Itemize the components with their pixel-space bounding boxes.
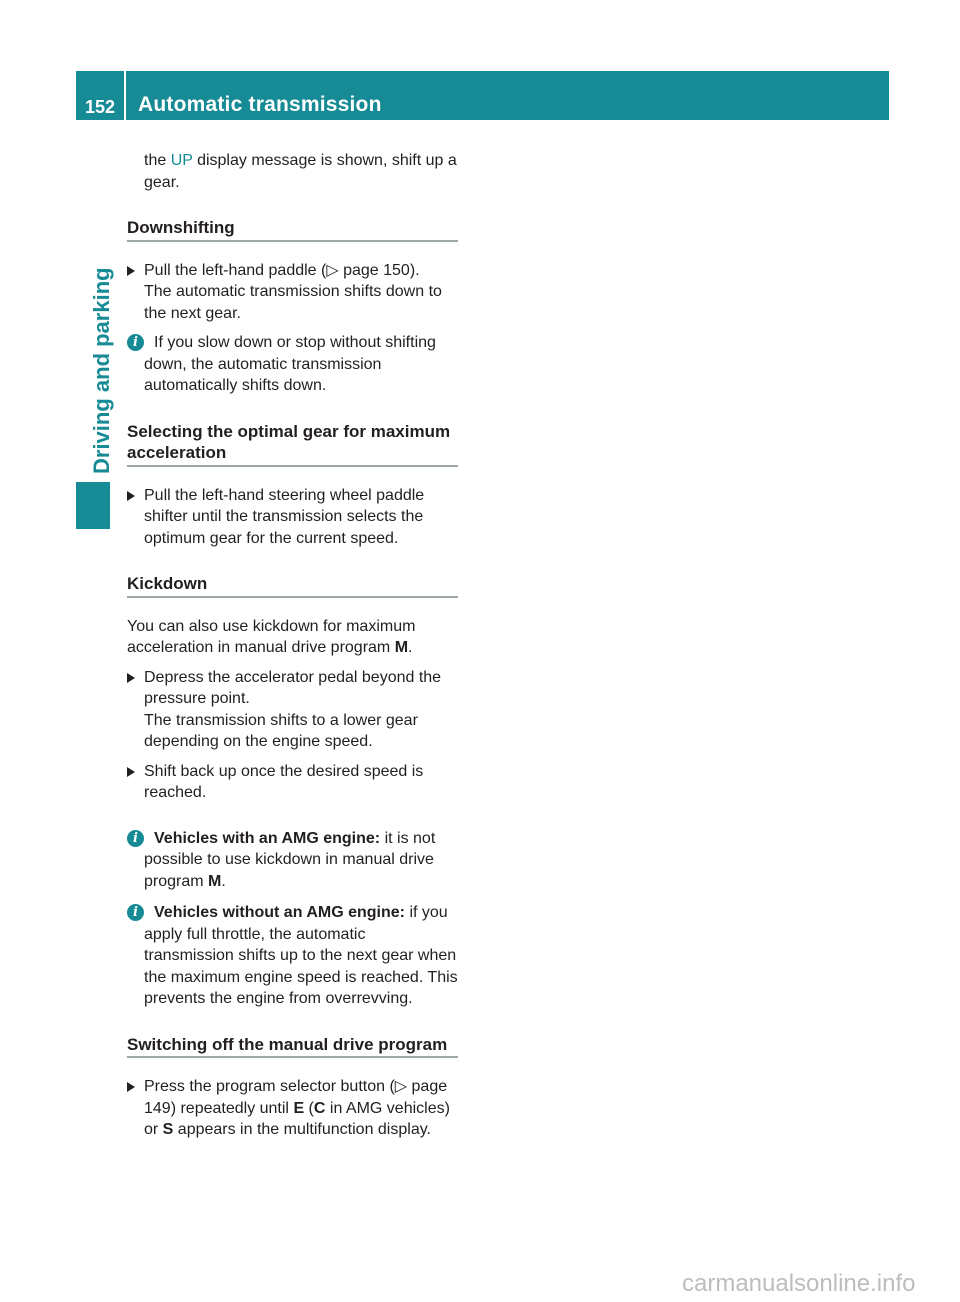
info-note: i Vehicles with an AMG engine: it is not possible to use kickdown in manual drive program M. xyxy=(127,828,458,893)
info-icon: i xyxy=(127,830,144,847)
step-arrow-icon xyxy=(127,673,135,683)
kickdown-intro: You can also use kickdown for maximum acceleration in manual drive program M. xyxy=(127,617,416,656)
chapter-title: Automatic transmission xyxy=(138,93,382,116)
page-number: 152 xyxy=(76,71,126,120)
step-item: Shift back up once the desired speed is reached. xyxy=(127,761,458,804)
info-icon: i xyxy=(127,904,144,921)
heading-kickdown: Kickdown xyxy=(127,573,458,598)
step-item: Depress the accelerator pedal beyond the pressure point. The transmission shifts to a lower gear depending on the engine speed. xyxy=(127,667,458,753)
info-note: i Vehicles without an AMG engine: if you apply full throttle, the automatic transmission shifts up to the next gear when the maximum engine speed is reached. This prevents the engine from overrevving. xyxy=(127,902,458,1010)
step-item: Pull the left-hand steering wheel paddle shifter until the transmission selects the optimum gear for the current speed. xyxy=(127,485,458,550)
info-icon: i xyxy=(127,334,144,351)
watermark: carmanualsonline.info xyxy=(682,1270,916,1297)
page-header xyxy=(76,71,889,120)
step-arrow-icon xyxy=(127,767,135,777)
step-item: Press the program selector button (▷ page 149) repeatedly until E (C in AMG vehicles) or S appears in the multifunction display. xyxy=(127,1076,458,1141)
page-content xyxy=(127,150,458,1149)
up-display-message: UP xyxy=(170,152,193,169)
step-item: Pull the left-hand paddle (▷ page 150). The automatic transmission shifts down to the next gear. xyxy=(127,260,458,325)
info-note: i If you slow down or stop without shifting down, the automatic transmission automatically shifts down. xyxy=(127,332,458,397)
step-arrow-icon xyxy=(127,1082,135,1092)
side-section-label: Driving and parking xyxy=(89,267,114,474)
heading-switching-off: Switching off the manual drive program xyxy=(127,1034,458,1059)
continued-paragraph: the UP display message is shown, shift up a gear. xyxy=(144,152,457,191)
heading-downshifting: Downshifting xyxy=(127,217,458,242)
heading-optimal-gear: Selecting the optimal gear for maximum acceleration xyxy=(127,421,458,467)
step-arrow-icon xyxy=(127,266,135,276)
step-arrow-icon xyxy=(127,491,135,501)
side-tab-block xyxy=(76,482,110,529)
